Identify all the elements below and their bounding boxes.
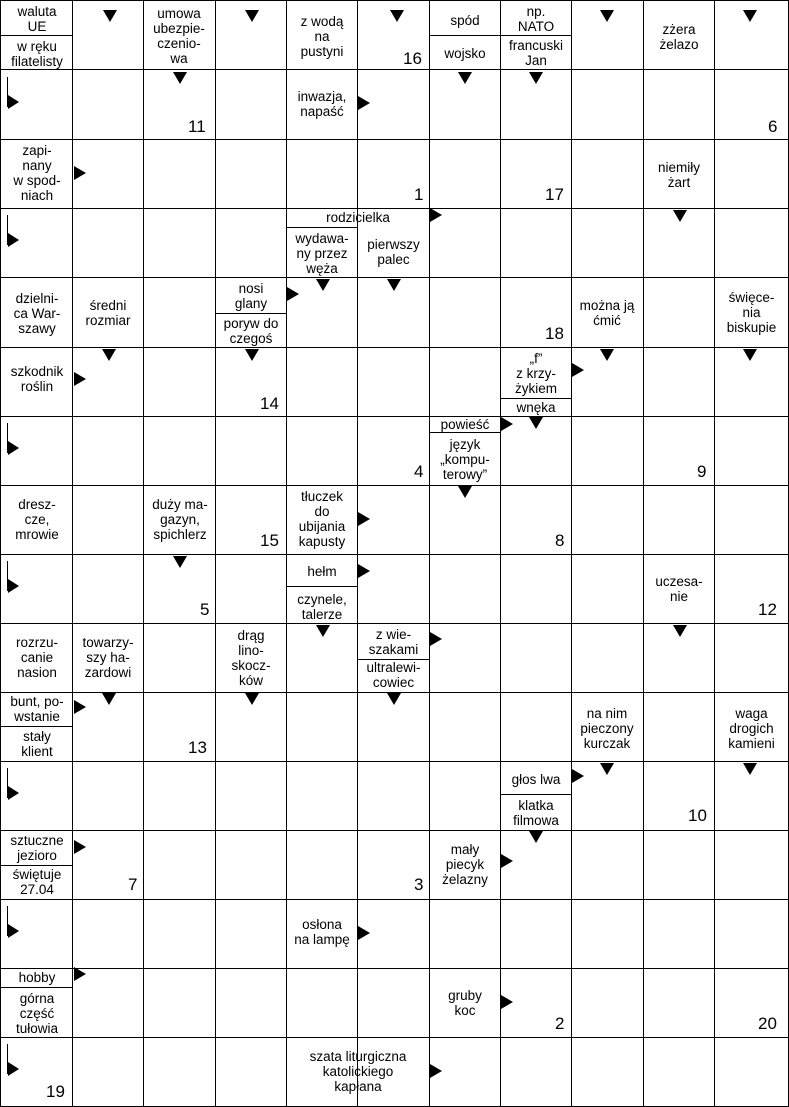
grid-cell[interactable] bbox=[144, 417, 216, 486]
clue-towarzyszy-hazardowi: towarzy- szy ha- zardowi bbox=[82, 634, 134, 680]
clue-rodzicielka: rodzicielka bbox=[326, 209, 390, 225]
answer-number: 6 bbox=[768, 117, 778, 136]
split-line bbox=[0, 987, 73, 988]
grid-cell[interactable] bbox=[572, 831, 644, 900]
grid-cell[interactable] bbox=[572, 209, 644, 278]
arrow-down-icon bbox=[173, 72, 187, 84]
answer-number: 10 bbox=[688, 806, 707, 825]
arrow-down-icon bbox=[387, 693, 401, 705]
clue-poryw-do-czegos: poryw do czegoś bbox=[223, 316, 279, 346]
clue-szata-liturgiczna: szata liturgiczna katolickiego kapłana bbox=[309, 1048, 407, 1094]
arrow-right-icon bbox=[430, 1064, 442, 1078]
grid-cell[interactable] bbox=[644, 693, 715, 762]
answer-number: 11 bbox=[188, 117, 206, 136]
grid-cell[interactable] bbox=[501, 1038, 572, 1107]
arrow-down-icon bbox=[529, 417, 543, 429]
clue-zapinany-w-spodniach: zapi- nany w spod- niach bbox=[13, 143, 61, 203]
grid-cell[interactable] bbox=[73, 70, 144, 140]
grid-cell[interactable] bbox=[144, 140, 216, 209]
arrow-right-icon bbox=[572, 363, 584, 377]
grid-cell[interactable] bbox=[430, 140, 501, 209]
answer-number: 5 bbox=[200, 600, 210, 619]
grid-cell[interactable] bbox=[216, 831, 287, 900]
clue-na-nim-pieczony-kurczak: na nim pieczony kurczak bbox=[580, 705, 634, 751]
clue-francuski-jan: francuski Jan bbox=[508, 38, 564, 68]
clue-uczesanie: uczesa- nie bbox=[655, 574, 703, 604]
clue-wneka: wnęka bbox=[516, 399, 556, 415]
grid-cell[interactable] bbox=[572, 70, 644, 140]
grid-cell[interactable] bbox=[144, 1038, 216, 1107]
answer-number: 15 bbox=[260, 531, 279, 550]
grid-cell[interactable] bbox=[644, 1038, 715, 1107]
grid-cell[interactable] bbox=[73, 555, 144, 624]
arrow-right-icon bbox=[358, 926, 370, 940]
grid-cell[interactable] bbox=[216, 969, 287, 1038]
split-line bbox=[501, 398, 572, 399]
arrow-down-icon bbox=[458, 486, 472, 498]
grid-cell[interactable] bbox=[73, 417, 144, 486]
grid-cell[interactable] bbox=[572, 555, 644, 624]
clue-powiesc: powieść bbox=[440, 416, 490, 432]
answer-number: 17 bbox=[545, 185, 564, 204]
arrow-hook-icon bbox=[7, 1044, 21, 1074]
grid-cell[interactable] bbox=[216, 140, 287, 209]
grid-cell[interactable] bbox=[73, 1038, 144, 1107]
clue-dreszcze-mrowie: dresz- cze, mrowie bbox=[15, 496, 59, 542]
answer-number: 12 bbox=[758, 600, 777, 619]
clue-sztuczne-jezioro: sztuczne jezioro bbox=[10, 833, 64, 863]
grid-cell[interactable] bbox=[430, 555, 501, 624]
clue-wydawany-przez-weza: wydawa- ny przez węża bbox=[295, 230, 349, 276]
grid-cell[interactable] bbox=[644, 486, 715, 555]
grid-cell[interactable] bbox=[430, 762, 501, 831]
answer-number: 20 bbox=[758, 1014, 777, 1033]
arrow-down-icon bbox=[600, 10, 614, 22]
grid-cell[interactable] bbox=[216, 555, 287, 624]
answer-number: 2 bbox=[555, 1014, 565, 1033]
arrow-down-icon bbox=[316, 279, 330, 291]
split-line bbox=[0, 726, 73, 727]
clue-z-wieszakami: z wie- szakami bbox=[368, 627, 419, 657]
clue-glos-lwa: głos lwa bbox=[511, 771, 561, 787]
split-line bbox=[430, 432, 501, 433]
clue-spod: spód bbox=[450, 12, 480, 28]
arrow-right-icon bbox=[74, 372, 86, 386]
grid-cell[interactable] bbox=[216, 70, 287, 140]
clue-gorna-czesc-tulowia: górna część tułowia bbox=[15, 990, 59, 1036]
clue-nosi-glany: nosi glany bbox=[234, 281, 268, 311]
grid-cell[interactable] bbox=[644, 278, 715, 348]
grid-cell[interactable] bbox=[144, 209, 216, 278]
clue-czynele-talerze: czynele, talerze bbox=[297, 592, 347, 622]
arrow-down-icon bbox=[743, 349, 757, 361]
clue-pierwszy-palec: pierwszy palec bbox=[367, 237, 420, 267]
grid-cell[interactable] bbox=[572, 624, 644, 693]
grid-cell[interactable] bbox=[73, 209, 144, 278]
arrow-hook-icon bbox=[7, 768, 21, 798]
arrow-right-icon bbox=[358, 96, 370, 110]
grid-cell[interactable] bbox=[501, 209, 572, 278]
clue-bunt-powstanie: bunt, po- wstanie bbox=[10, 694, 64, 724]
answer-number: 3 bbox=[414, 875, 424, 894]
split-line bbox=[0, 35, 73, 36]
answer-number: 1 bbox=[414, 185, 424, 204]
arrow-hook-icon bbox=[7, 423, 21, 453]
grid-cell[interactable] bbox=[216, 417, 287, 486]
arrow-right-icon bbox=[572, 769, 584, 783]
grid-cell[interactable] bbox=[715, 417, 789, 486]
grid-cell[interactable] bbox=[287, 348, 358, 417]
grid-cell[interactable] bbox=[144, 831, 216, 900]
grid-cell[interactable] bbox=[144, 624, 216, 693]
arrow-right-icon bbox=[501, 995, 513, 1009]
clue-hobby: hobby bbox=[18, 969, 56, 985]
clue-jezyk-komputerowy: język „kompu- terowy” bbox=[440, 436, 490, 482]
grid-cell[interactable] bbox=[501, 624, 572, 693]
arrow-right-icon bbox=[501, 854, 513, 868]
grid-cell[interactable] bbox=[715, 140, 789, 209]
grid-cell[interactable] bbox=[73, 762, 144, 831]
answer-number: 14 bbox=[260, 394, 279, 413]
clue-waluta-ue: waluta UE bbox=[17, 4, 57, 34]
grid-cell[interactable] bbox=[144, 278, 216, 348]
grid-cell[interactable] bbox=[572, 1038, 644, 1107]
grid-cell[interactable] bbox=[216, 209, 287, 278]
arrow-right-icon bbox=[430, 208, 442, 222]
arrow-right-icon bbox=[74, 700, 86, 714]
grid-cell[interactable] bbox=[144, 969, 216, 1038]
grid-cell[interactable] bbox=[644, 969, 715, 1038]
clue-f-z-krzyzykiem: „f” z krzy- żykiem bbox=[514, 350, 557, 396]
grid-cell[interactable] bbox=[572, 486, 644, 555]
grid-cell[interactable] bbox=[644, 831, 715, 900]
answer-number: 9 bbox=[697, 462, 707, 481]
clue-staly-klient: stały klient bbox=[21, 729, 53, 759]
grid-cell[interactable] bbox=[572, 140, 644, 209]
split-line bbox=[501, 35, 572, 36]
clue-klatka-filmowa: klatka filmowa bbox=[513, 798, 559, 828]
arrow-right-icon bbox=[74, 166, 86, 180]
grid-cell[interactable] bbox=[358, 969, 430, 1038]
arrow-down-icon bbox=[245, 349, 259, 361]
arrow-down-icon bbox=[102, 349, 116, 361]
answer-number: 16 bbox=[403, 49, 422, 68]
arrow-right-icon bbox=[501, 417, 513, 431]
arrow-down-icon bbox=[600, 763, 614, 775]
grid-cell[interactable] bbox=[644, 70, 715, 140]
arrow-down-icon bbox=[529, 831, 543, 843]
arrow-down-icon bbox=[743, 10, 757, 22]
grid-cell[interactable] bbox=[715, 900, 789, 969]
grid-cell[interactable] bbox=[287, 417, 358, 486]
split-line bbox=[358, 659, 430, 660]
arrow-down-icon bbox=[102, 693, 116, 705]
arrow-right-icon bbox=[74, 967, 86, 981]
arrow-down-icon bbox=[103, 10, 117, 22]
clue-wojsko: wojsko bbox=[444, 45, 486, 61]
clue-waga-drogich-kamieni: waga drogich kamieni bbox=[728, 705, 775, 751]
answer-number: 4 bbox=[414, 462, 424, 481]
arrow-down-icon bbox=[245, 10, 259, 22]
clue-szkodnik-roslin: szkodnik roślin bbox=[10, 364, 64, 394]
clue-sredni-rozmiar: średni rozmiar bbox=[85, 298, 131, 328]
grid-cell[interactable] bbox=[287, 969, 358, 1038]
clue-drag-linoskoczkow: drąg lino- skocz- ków bbox=[231, 628, 271, 688]
split-line bbox=[216, 313, 287, 314]
arrow-down-icon bbox=[743, 763, 757, 775]
arrow-hook-icon bbox=[7, 77, 21, 107]
grid-cell[interactable] bbox=[715, 486, 789, 555]
grid-cell[interactable] bbox=[572, 417, 644, 486]
arrow-hook-icon bbox=[7, 215, 21, 245]
arrow-down-icon bbox=[529, 72, 543, 84]
clue-z-woda-na-pustyni: z wodą na pustyni bbox=[300, 13, 344, 59]
grid-cell[interactable] bbox=[144, 762, 216, 831]
grid-cell[interactable] bbox=[572, 969, 644, 1038]
arrow-down-icon bbox=[673, 210, 687, 222]
grid-cell[interactable] bbox=[715, 70, 789, 140]
arrow-down-icon bbox=[245, 693, 259, 705]
arrow-down-icon bbox=[673, 625, 687, 637]
clue-duzy-magazyn: duży ma- gazyn, spichlerz bbox=[152, 496, 208, 542]
clue-swietuje-2704: świętuje 27.04 bbox=[12, 867, 62, 897]
grid-cell[interactable] bbox=[430, 900, 501, 969]
split-line bbox=[0, 865, 73, 866]
clue-zzera-zelazo: zżera żelazo bbox=[659, 22, 699, 52]
clue-dzielnica-warszawy: dzielni- ca War- szawy bbox=[13, 290, 61, 336]
clue-helm: hełm bbox=[307, 563, 337, 579]
grid-cell[interactable] bbox=[144, 348, 216, 417]
arrow-down-icon bbox=[173, 556, 187, 568]
answer-number: 18 bbox=[545, 324, 564, 343]
grid-cell[interactable] bbox=[358, 762, 430, 831]
grid-cell[interactable] bbox=[287, 831, 358, 900]
grid-cell[interactable] bbox=[501, 555, 572, 624]
arrow-hook-icon bbox=[7, 561, 21, 591]
arrow-hook-icon bbox=[7, 906, 21, 936]
grid-cell[interactable] bbox=[501, 693, 572, 762]
clue-w-reku-filatelisty: w ręku filatelisty bbox=[11, 39, 63, 69]
split-line bbox=[287, 586, 358, 587]
clue-gruby-koc: gruby koc bbox=[448, 988, 482, 1018]
grid-cell[interactable] bbox=[287, 762, 358, 831]
answer-number: 7 bbox=[128, 875, 138, 894]
clue-niemily-zart: niemiły żart bbox=[657, 160, 700, 190]
arrow-down-icon bbox=[458, 72, 472, 84]
grid-cell[interactable] bbox=[644, 900, 715, 969]
grid-cell[interactable] bbox=[715, 1038, 789, 1107]
answer-number: 13 bbox=[188, 738, 207, 757]
arrow-right-icon bbox=[358, 512, 370, 526]
clue-mozna-ja-cmic: można ją ćmić bbox=[579, 298, 635, 328]
split-line bbox=[430, 35, 501, 36]
grid-cell[interactable] bbox=[216, 900, 287, 969]
arrow-right-icon bbox=[287, 287, 299, 301]
clue-maly-piecyk-zelazny: mały piecyk żelazny bbox=[442, 841, 488, 887]
grid-cell[interactable] bbox=[144, 900, 216, 969]
grid-cell[interactable] bbox=[644, 348, 715, 417]
grid-cell[interactable] bbox=[216, 1038, 287, 1107]
answer-number: 19 bbox=[46, 1082, 65, 1101]
grid-cell[interactable] bbox=[358, 348, 430, 417]
arrow-down-icon bbox=[316, 625, 330, 637]
split-line bbox=[287, 227, 358, 228]
grid-cell[interactable] bbox=[572, 900, 644, 969]
arrow-right-icon bbox=[430, 632, 442, 646]
clue-inwazja-napasc: inwazja, napaść bbox=[297, 89, 347, 119]
arrow-down-icon bbox=[387, 279, 401, 291]
answer-number: 8 bbox=[555, 531, 565, 550]
arrow-right-icon bbox=[358, 564, 370, 578]
clue-umowa-ubezpieczeniowa: umowa ubezpie- czenio- wa bbox=[153, 6, 205, 66]
grid-cell[interactable] bbox=[430, 693, 501, 762]
grid-cell[interactable] bbox=[287, 140, 358, 209]
clue-ultralewicowiec: ultralewi- cowiec bbox=[366, 660, 421, 690]
grid-cell[interactable] bbox=[73, 900, 144, 969]
clue-rozrzucanie-nasion: rozrzu- canie nasion bbox=[15, 634, 58, 680]
grid-cell[interactable] bbox=[430, 348, 501, 417]
arrow-right-icon bbox=[74, 840, 86, 854]
grid-cell[interactable] bbox=[715, 831, 789, 900]
clue-swiecenia-biskupie: święce- nia biskupie bbox=[726, 289, 777, 335]
grid-cell[interactable] bbox=[715, 555, 789, 624]
grid-cell[interactable] bbox=[501, 900, 572, 969]
arrow-down-icon bbox=[600, 349, 614, 361]
grid-cell[interactable] bbox=[715, 969, 789, 1038]
clue-tluczek-do-ubijania-kapusty: tłuczek do ubijania kapusty bbox=[298, 489, 346, 549]
grid-cell[interactable] bbox=[715, 209, 789, 278]
grid-cell[interactable] bbox=[73, 486, 144, 555]
arrow-down-icon bbox=[390, 10, 404, 22]
grid-cell[interactable] bbox=[715, 624, 789, 693]
grid-cell[interactable] bbox=[216, 762, 287, 831]
split-line bbox=[501, 794, 572, 795]
clue-np-nato: np. NATO bbox=[517, 4, 555, 34]
grid-cell[interactable] bbox=[287, 693, 358, 762]
clue-oslona-na-lampe: osłona na lampę bbox=[294, 917, 350, 947]
grid-cell[interactable] bbox=[430, 278, 501, 348]
